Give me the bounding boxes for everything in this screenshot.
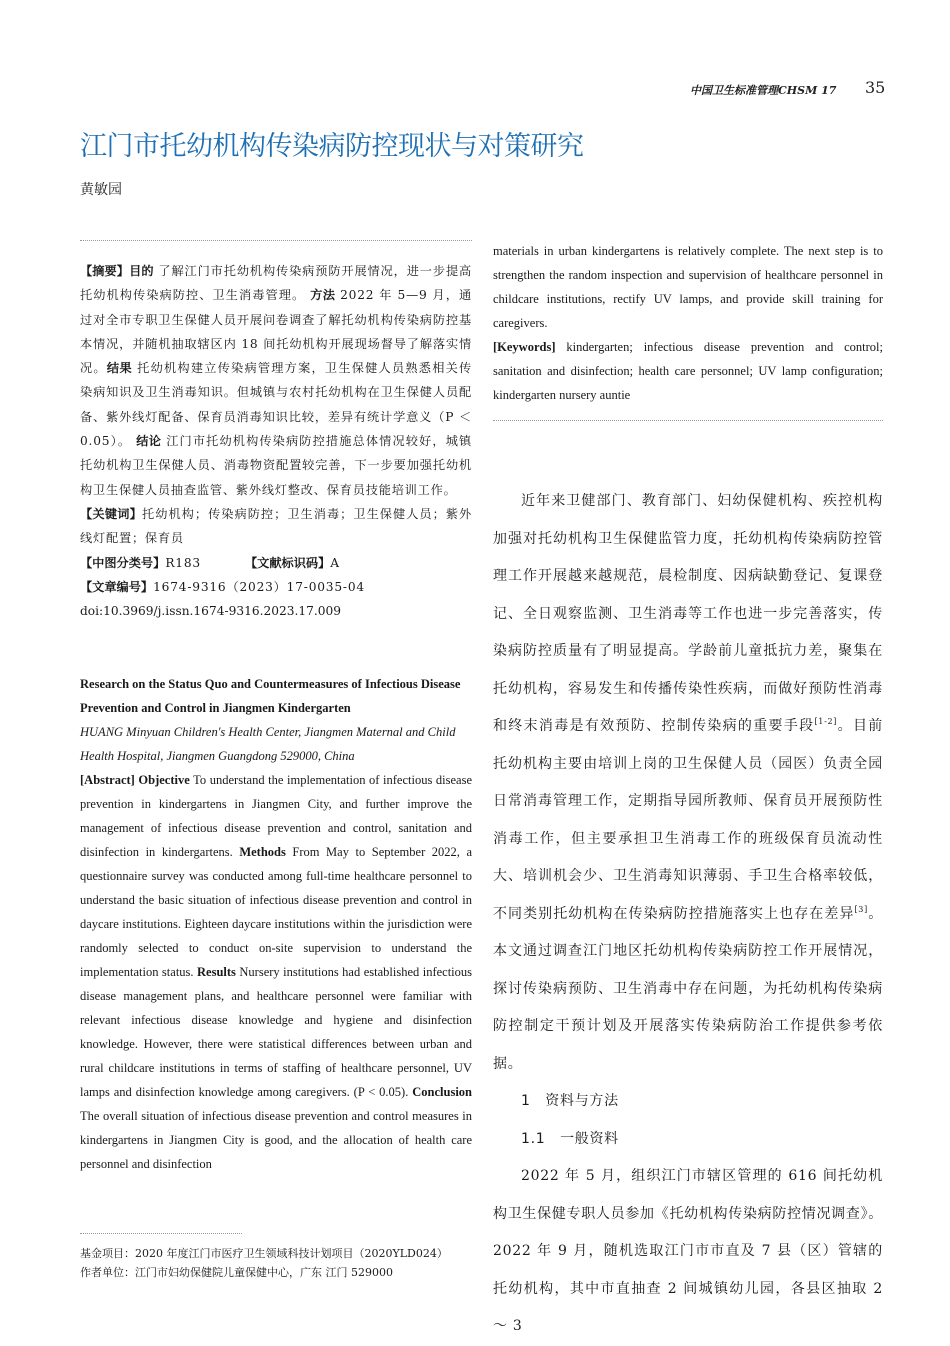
en-keywords-label: [Keywords] <box>493 340 556 354</box>
en-objective-label: Objective <box>138 773 190 787</box>
intro-paragraph <box>493 483 883 1083</box>
paper-title: 江门市托幼机构传染病防控现状与对策研究 <box>80 131 584 162</box>
page-number: 35 <box>865 78 886 97</box>
intro-text-c: 。本文通过调查江门地区托幼机构传染病防控工作开展情况，探讨传染病预防、卫生消毒中存在问题，为托幼机构传染病防控制定干预计划及开展落实传染病防治工作提供参考依据。 <box>493 905 883 1072</box>
en-results-label: Results <box>197 965 236 979</box>
divider <box>80 240 472 241</box>
methods-text: 2022 年 5—9 月，通过对全市专职卫生保健人员开展问卷调查了解托幼机构传染病防控基本情况，并随机抽取辖区内 18 间托幼机构开展现场督导了解落实情况。 <box>80 288 472 376</box>
english-title: Research on the Status Quo and Countermeasures of Infectious Disease Prevention and Control in Jiangmen Kindergarten <box>80 677 461 715</box>
en-conclusion-label: Conclusion <box>412 1085 472 1099</box>
en-abstract-label: [Abstract] <box>80 773 135 787</box>
english-abstract <box>80 768 472 1176</box>
en-methods-text: From May to September 2022, a questionnaire survey was conducted among full-time healthcare personnel to understand the basic situation of infectious disease prevention and control in daycare institutions. Eighteen daycare institutions within the jurisdiction were randomly selected to conduct on-site supervision to understand the implementation status. <box>80 845 473 979</box>
english-abstract-continued <box>493 239 883 407</box>
results-label: 结果 <box>106 361 133 376</box>
en-methods-label: Methods <box>239 845 286 859</box>
doc-code-value: A <box>330 555 340 570</box>
main-body <box>493 483 883 1346</box>
intro-text-a: 近年来卫健部门、教育部门、妇幼保健机构、疾控机构加强对托幼机构卫生保健监管力度，托幼机构传染病防控管理工作开展越来越规范，晨检制度、因病缺勤登记、复课登记、全日观察监测、卫生消毒等工作也进一步完善落实，传染病防控质量有了明显提高。学龄前儿童抵抗力差，聚集在托幼机构，容易发生和传播传染性疾病，而做好预防性消毒和终末消毒是有效预防、控制传染病的重要手段 <box>493 493 883 734</box>
section-heading: 1 资料与方法 <box>521 1093 619 1109</box>
citation: [3] <box>854 904 868 914</box>
doi: doi:10.3969/j.issn.1674-9316.2023.17.009 <box>80 604 341 619</box>
methods-label: 方法 <box>310 288 336 303</box>
en-objective-text: To understand the implementation of infectious disease prevention in kindergartens in Jiangmen City, and further improve the management of infectious disease prevention and control, sanitation and disinfection in kindergartens. <box>80 773 472 859</box>
objective-text: 了解江门市托幼机构传染病预防开展情况，进一步提高托幼机构传染病防控、卫生消毒管理。 <box>80 264 473 303</box>
results-text: 托幼机构建立传染病管理方案，卫生保健人员熟悉相关传染病知识及卫生消毒知识。但城镇与农村托幼机构在卫生保健人员配备、紫外线灯配备、保育员消毒知识比较，差异有统计学意义（P ＜ 0.05）。 <box>80 361 473 449</box>
body-paragraph: 2022 年 5 月，组织江门市辖区管理的 616 间托幼机构卫生保健专职人员参加《托幼机构传染病防控情况调查》。2022 年 9 月，随机选取江门市市直及 7 县（区）管辖的托幼机构，其中市直抽查 2 间城镇幼儿园，各县区抽取 2 ～ 3 <box>493 1168 883 1334</box>
en-conclusion-text: The overall situation of infectious disease prevention and control measures in kindergartens in Jiangmen City is good, and the allocation of health care personnel and disinfection <box>80 1109 472 1171</box>
en-conclusion-text-cont: materials in urban kindergartens is relatively complete. The next step is to strengthen the random inspection and supervision of healthcare personnel in childcare institutions, rectify UV lamps, and provide skill training for caregivers. <box>493 244 883 330</box>
en-keywords-text: kindergarten; infectious disease prevention and control; sanitation and disinfection; health care personnel; UV lamp configuration; kindergarten nursery auntie <box>493 340 884 402</box>
en-results-text: Nursery institutions had established infectious disease management plans, and healthcare personnel were familiar with relevant infectious disease knowledge and hygiene and disinfection knowledge. However, there were statistical differences between urban and rural childcare institutions in terms of staffing of healthcare personnel, UV lamps and disinfection knowledge among caregivers. (P < 0.05). <box>80 965 473 1099</box>
citation: [1-2] <box>814 717 838 726</box>
abstract-label: 【摘要】 <box>80 264 130 278</box>
footnote-divider <box>80 1233 242 1234</box>
journal-name: 中国卫生标准管理CHSM 17 <box>690 84 837 97</box>
article-no-value: 1674-9316（2023）17-0035-04 <box>153 579 365 594</box>
clc-label: 【中图分类号】 <box>80 555 166 570</box>
article-no-label: 【文章编号】 <box>80 579 154 594</box>
conclusion-text: 江门市托幼机构传染病防控措施总体情况较好，城镇托幼机构卫生保健人员、消毒物资配置较完善，下一步要加强托幼机构卫生保健人员抽查监管、紫外线灯整改、保育员技能培训工作。 <box>80 434 472 497</box>
keywords-text: 托幼机构；传染病防控；卫生消毒；卫生保健人员；紫外线灯配置；保育员 <box>80 506 473 546</box>
conclusion-label: 结论 <box>136 434 162 449</box>
english-author-line: HUANG Minyuan Children's Health Center, Jiangmen Maternal and Child Health Hospital, Jiangmen Guangdong 529000, China <box>80 725 456 763</box>
author: 黄敏园 <box>80 182 122 198</box>
keywords-label: 【关键词】 <box>80 506 143 521</box>
footnote <box>80 1244 480 1282</box>
divider-right <box>493 420 883 421</box>
chinese-abstract <box>80 259 472 623</box>
fund-line: 基金项目：2020 年度江门市医疗卫生领域科技计划项目（2020YLD024） <box>80 1247 448 1260</box>
objective-label: 目的 <box>129 264 154 278</box>
doc-code-label: 【文献标识码】 <box>244 555 331 570</box>
unit-line: 作者单位：江门市妇幼保健院儿童保健中心，广东 江门 529000 <box>80 1266 393 1279</box>
subsection-heading: 1.1 一般资料 <box>521 1130 619 1147</box>
intro-text-b: 。目前托幼机构主要由培训上岗的卫生保健人员（园医）负责全园日常消毒管理工作，定期指导园所教师、保育员开展预防性消毒工作，但主要承担卫生消毒工作的班级保育员流动性大、培训机会少、卫生消毒知识薄弱、手卫生合格率较低，不同类别托幼机构在传染病防控措施落实上也存在差异 <box>493 718 883 922</box>
clc-value: R183 <box>165 555 201 570</box>
